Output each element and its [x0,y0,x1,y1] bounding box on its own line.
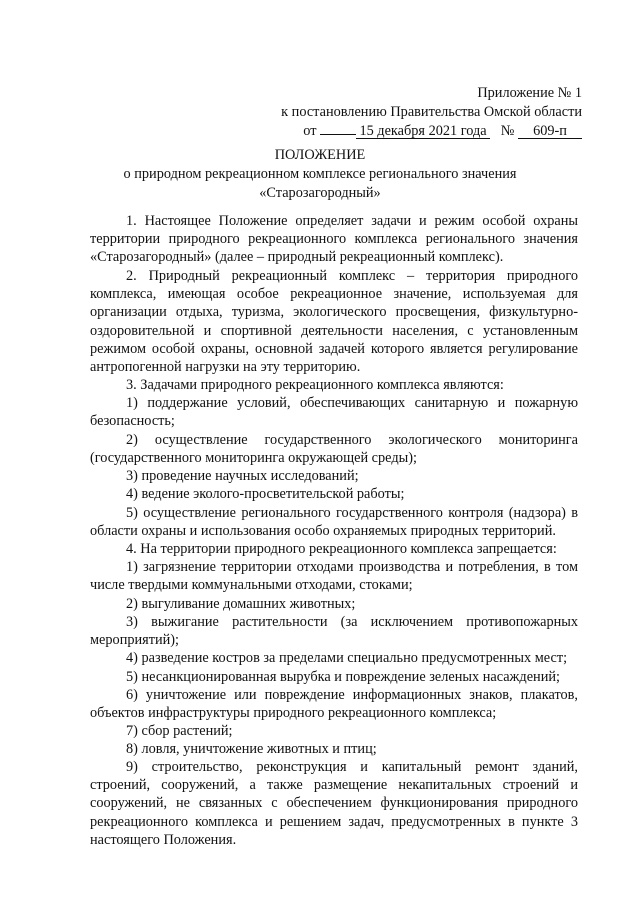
list-item: 6) уничтожение или повреждение информационных знаков, плакатов, объектов инфраструктуры природного рекреационного комплекса; [90,687,578,722]
list-item: 5) осуществление регионального государственного контроля (надзора) в области охраны и использования особо охраняемых природных территорий. [90,505,578,540]
resolution-reference: к постановлению Правительства Омской области [281,104,582,120]
list-item: 1) поддержание условий, обеспечивающих санитарную и пожарную безопасность; [90,395,578,430]
resolution-date: 15 декабря 2021 года [356,124,490,139]
appendix-label: Приложение № 1 [477,85,582,101]
resolution-date-line [303,122,582,141]
resolution-number: 609-п [518,124,582,139]
paragraph: 1. Настоящее Положение определяет задачи и режим особой охраны территории природного рекреационного комплекса регионального значения «Старозагородный» (далее – природный рекреационный комплекс). [90,213,578,266]
list-item: 2) осуществление государственного экологического мониторинга (государственного мониторинга окружающей среды); [90,432,578,467]
date-blank [320,134,356,135]
paragraph: 3. Задачами природного рекреационного комплекса являются: [126,377,504,393]
list-item: 1) загрязнение территории отходами производства и потребления, в том числе твердыми коммунальными отходами, стоками; [90,559,578,594]
number-sign: № [500,123,515,139]
list-item: 3) выжигание растительности (за исключением противопожарных мероприятий); [90,614,578,649]
list-item: 4) ведение эколого-просветительской работы; [126,486,405,502]
list-item: 7) сбор растений; [126,723,233,739]
paragraph: 4. На территории природного рекреационного комплекса запрещается: [126,541,557,557]
list-item: 3) проведение научных исследований; [126,468,359,484]
list-item: 5) несанкционированная вырубка и повреждение зеленых насаждений; [126,669,560,685]
list-item: 4) разведение костров за пределами специально предусмотренных мест; [126,650,568,666]
complex-name: «Старозагородный» [259,185,381,201]
list-item: 8) ловля, уничтожение животных и птиц; [126,741,377,757]
list-item: 2) выгуливание домашних животных; [126,596,356,612]
date-prefix: от [303,123,317,139]
document-subtitle: о природном рекреационном комплексе регионального значения [123,166,517,182]
document-title: ПОЛОЖЕНИЕ [274,147,366,163]
list-item: 9) строительство, реконструкция и капитальный ремонт зданий, строений, сооружений, а также размещение некапитальных строений и сооружений, не связанных с обеспечением функционирования природного рекреационного комплекса и решением задач, предусмотренных в пункте 3 настоящего Положения. [90,759,578,848]
paragraph: 2. Природный рекреационный комплекс – территория природного комплекса, имеющая особое рекреационное значение, используемая для организации отдыха, туризма, экологического просвещения, физкультурно-оздоровительной и спортивной деятельности населения, с установленным режимом особой охраны, основной задачей которого является регулирование антропогенной нагрузки на эту территорию. [90,268,578,376]
